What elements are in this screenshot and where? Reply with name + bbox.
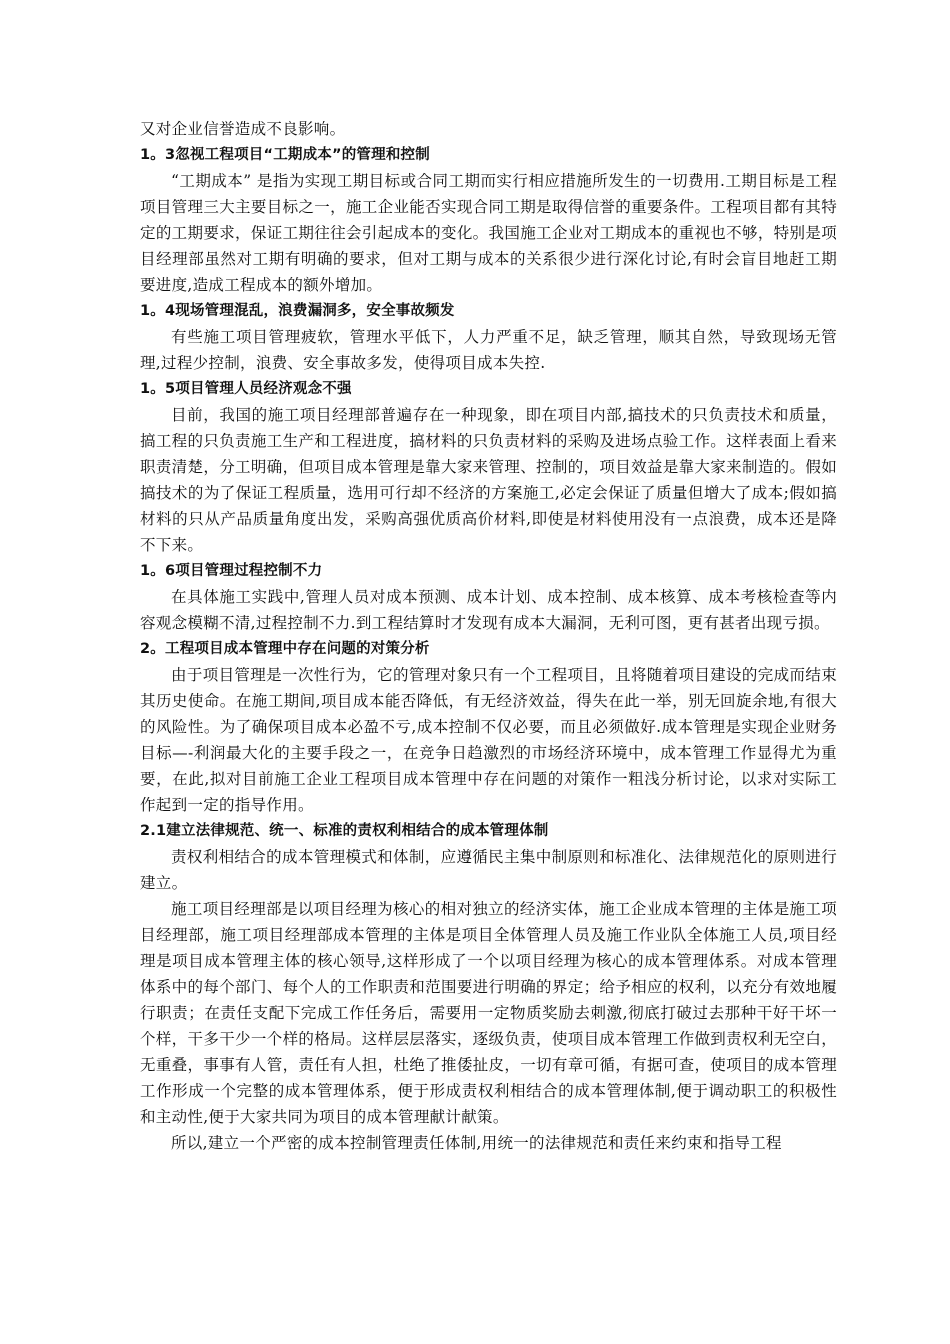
- section-heading: 1。4现场管理混乱，浪费漏洞多，安全事故频发: [140, 303, 455, 319]
- paragraph: 由于项目管理是一次性行为，它的管理对象只有一个工程项目，且将随着项目建设的完成而结束其历史使命。在施工期间,项目成本能否降低，有无经济效益，得失在此一举，别无回旋余地,有很大的风险性。为了确保项目成本必盈不亏,成本控制不仅必要，而且必须做好.成本管理是实现企业财务目标—-利润最大化的主要手段之一，在竞争日趋激烈的市场经济环境中，成本管理工作显得尤为重要，在此,拟对目前施工企业工程项目成本管理中存在问题的对策作一粗浅分析讨论，以求对实际工作起到一定的指导作用。: [140, 666, 837, 814]
- document-body: [140, 116, 837, 1156]
- paragraph: 在具体施工实践中,管理人员对成本预测、成本计划、成本控制、成本核算、成本考核检查等内容观念模糊不清,过程控制不力.到工程结算时才发现有成本大漏洞，无利可图，更有甚者出现亏损。: [140, 588, 837, 632]
- paragraph: “工期成本” 是指为实现工期目标或合同工期而实行相应措施所发生的一切费用.工期目标是工程项目管理三大主要目标之一，施工企业能否实现合同工期是取得信誉的重要条件。工程项目都有其特定的工期要求，保证工期往往会引起成本的变化。我国施工企业对工期成本的重视也不够，特别是项目经理部虽然对工期有明确的要求，但对工期与成本的关系很少进行深化讨论,有时会盲目地赶工期要进度,造成工程成本的额外增加。: [140, 172, 837, 294]
- paragraph: 又对企业信誉造成不良影响。: [140, 120, 346, 138]
- section-heading: 2。工程项目成本管理中存在问题的对策分析: [140, 641, 430, 657]
- paragraph: 施工项目经理部是以项目经理为核心的相对独立的经济实体，施工企业成本管理的主体是施工项目经理部，施工项目经理部成本管理的主体是项目全体管理人员及施工作业队全体施工人员,项目经理是项目成本管理主体的核心领导,这样形成了一个以项目经理为核心的成本管理体系。对成本管理体系中的每个部门、每个人的工作职责和范围要进行明确的界定；给予相应的权利，以充分有效地履行职责；在责任支配下完成工作任务后，需要用一定物质奖励去刺激,彻底打破过去那种干好干坏一个样，干多干少一个样的格局。这样层层落实，逐级负责，使项目成本管理工作做到责权利无空白，无重叠，事事有人管，责任有人担，杜绝了推倭扯皮，一切有章可循，有据可查，使项目的成本管理工作形成一个完整的成本管理体系，便于形成责权利相结合的成本管理体制,便于调动职工的积极性和主动性,便于大家共同为项目的成本管理献计献策。: [140, 900, 837, 1126]
- paragraph: 有些施工项目管理疲软，管理水平低下，人力严重不足，缺乏管理，顺其自然，导致现场无管理,过程少控制，浪费、安全事故多发，使得项目成本失控.: [140, 328, 837, 372]
- section-heading: 1。6项目管理过程控制不力: [140, 563, 323, 579]
- section-heading: 1。3忽视工程项目“工期成本”的管理和控制: [140, 147, 430, 163]
- paragraph: 责权利相结合的成本管理模式和体制，应遵循民主集中制原则和标准化、法律规范化的原则进行建立。: [140, 848, 837, 892]
- section-heading: 2.1建立法律规范、统一、标准的责权利相结合的成本管理体制: [140, 823, 549, 839]
- section-heading: 1。5项目管理人员经济观念不强: [140, 381, 352, 397]
- paragraph: 目前，我国的施工项目经理部普遍存在一种现象，即在项目内部,搞技术的只负责技术和质量，搞工程的只负责施工生产和工程进度，搞材料的只负责材料的采购及进场点验工作。这样表面上看来职责清楚，分工明确，但项目成本管理是靠大家来管理、控制的，项目效益是靠大家来制造的。假如搞技术的为了保证工程质量，选用可行却不经济的方案施工,必定会保证了质量但增大了成本;假如搞材料的只从产品质量角度出发，采购高强优质高价材料,即使是材料使用没有一点浪费，成本还是降不下来。: [140, 406, 837, 554]
- paragraph: 所以,建立一个严密的成本控制管理责任体制,用统一的法律规范和责任来约束和指导工程: [171, 1134, 782, 1152]
